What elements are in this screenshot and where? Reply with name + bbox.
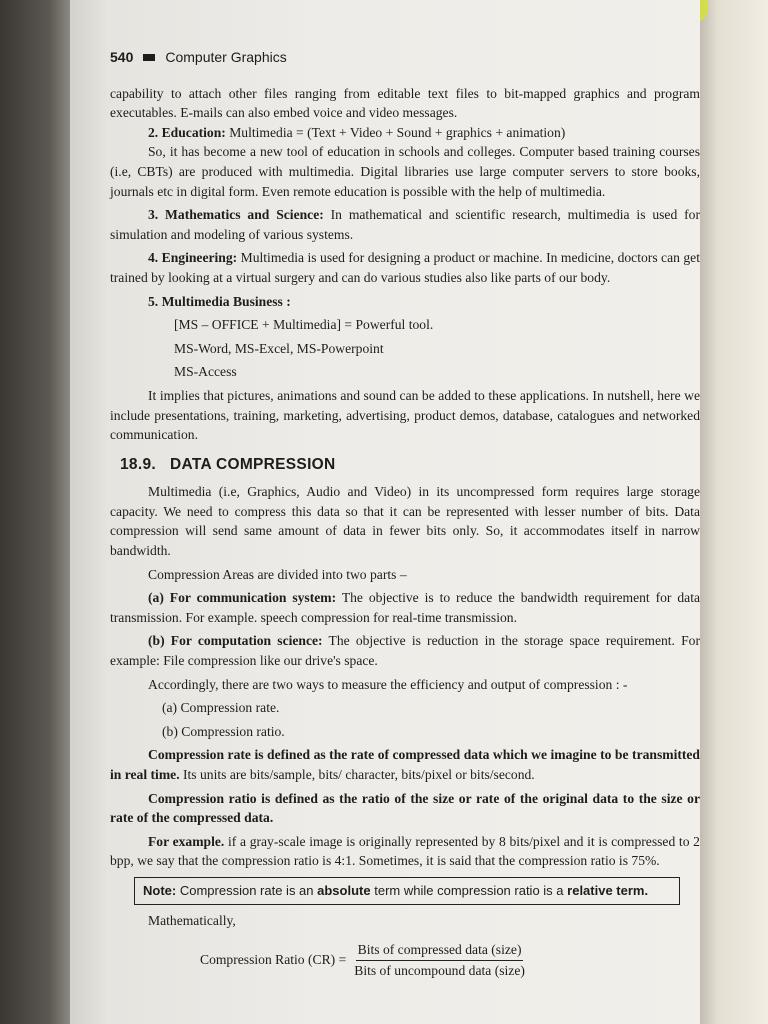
section-title: DATA COMPRESSION (169, 455, 336, 473)
example-label: For example. (148, 833, 225, 849)
compression-paragraph-1: Multimedia (i.e, Graphics, Audio and Video) in its uncompressed form requires large storage capacity. We need to compress this data so that it can be represented with lesser number of bits. Data compression will send same amount of data in fewer bits only. So, it accommodates itself in narrow bandwidth. (110, 484, 700, 559)
compression-ratio-definition (110, 789, 700, 828)
intro-paragraph: capability to attach other files ranging from editable text files to bit-mapped graphics and program executables. E-mails can also embed voice and video messages. (110, 85, 700, 121)
note-label: Note: (143, 882, 177, 898)
computation-label: (b) For computation science: (148, 633, 323, 649)
book-title: Computer Graphics (165, 49, 287, 65)
business-line-2: MS-Word, MS-Excel, MS-Powerpoint (174, 340, 384, 356)
compression-paragraph-3: Accordingly, there are two ways to measure the efficiency and output of compression : - (148, 676, 628, 692)
list-item-a: (a) Compression rate. (162, 700, 280, 716)
engineering-body: Multimedia is used for designing a product or machine. In medicine, doctors can get trained by looking at a virtual surgery and can do various studies also like parts of our body. (110, 250, 700, 285)
engineering-paragraph (110, 248, 700, 287)
education-heading-line (110, 123, 700, 143)
background-right (696, 0, 768, 1024)
header-square-icon (143, 54, 155, 61)
compression-paragraph-2: Compression Areas are divided into two parts – (148, 566, 407, 582)
communication-body: The objective is to reduce the bandwidth requirement for data transmission. For example. speech compression for real-time transmission. (110, 590, 701, 625)
compression-rate-units: Its units are bits/sample, bits/ character, bits/pixel or bits/second. (183, 767, 535, 782)
example-body: if a gray-scale image is originally represented by 8 bits/pixel and it is compressed to 2 bpp, we say that the compression ratio is 4:1. Sometimes, it is said that the compression ratio is 75%. (110, 833, 700, 869)
note-bold-2: relative term. (567, 882, 649, 898)
business-heading: 5. Multimedia Business : (148, 293, 291, 309)
compression-rate-bold: Compression rate is defined as the rate of compressed data which we imagine to be transmitted in real time. (110, 747, 700, 782)
computation-body: The objective is reduction in the storage space requirement. For example: File compression like our drive's space. (110, 633, 701, 669)
book-page (70, 0, 700, 1024)
section-heading (120, 455, 700, 475)
example-paragraph (110, 832, 700, 871)
note-bold-1: absolute (317, 882, 371, 898)
formula-numerator: Bits of compressed data (size) (356, 940, 524, 961)
list-item-b: (b) Compression ratio. (162, 723, 285, 739)
running-header (110, 48, 700, 68)
note-text-1: Compression rate is an (179, 882, 314, 898)
note-box (134, 877, 680, 905)
formula-denominator: Bits of uncompound data (size) (354, 962, 525, 978)
background-left (0, 0, 70, 1024)
business-body: It implies that pictures, animations and sound can be added to these applications. In nutshell, here we include presentations, training, marketing, advertising, product demos, database, catalogues and networked communication. (110, 387, 700, 443)
education-equation: Multimedia = (Text + Video + Sound + graphics + animation) (229, 124, 566, 140)
math-intro: Mathematically, (148, 912, 236, 928)
math-paragraph (110, 205, 700, 244)
business-line-1: [MS – OFFICE + Multimedia] = Powerful tool. (174, 317, 434, 333)
compression-ratio-bold: Compression ratio is defined as the ratio of the size or rate of the original data to the size or rate of the compressed data. (110, 790, 700, 826)
engineering-heading: 4. Engineering: (148, 250, 238, 266)
education-body: So, it has become a new tool of education in schools and colleges. Computer based training courses (i.e, CBTs) are produced with multimedia. Digital libraries use large computer servers to store books, journals etc in digital form. Even remote education is possible with the help of multimedia. (110, 144, 700, 199)
math-heading: 3. Mathematics and Science: (148, 207, 324, 223)
section-number: 18.9. (120, 455, 156, 473)
page-content (110, 48, 700, 980)
computation-paragraph (110, 631, 700, 670)
business-heading-line (110, 292, 700, 312)
education-heading: 2. Education: (148, 124, 226, 140)
note-text-2: term while compression ratio is a (374, 882, 564, 898)
compression-ratio-formula (200, 940, 700, 980)
compression-rate-definition (110, 745, 700, 784)
formula-lhs: Compression Ratio (CR) = (200, 952, 347, 968)
business-line-3: MS-Access (174, 364, 237, 380)
page-number: 540 (110, 49, 134, 65)
formula-fraction (354, 940, 525, 980)
communication-paragraph (110, 588, 700, 627)
math-body: In mathematical and scientific research, multimedia is used for simulation and modeling of various systems. (110, 207, 700, 242)
communication-label: (a) For communication system: (148, 590, 337, 606)
